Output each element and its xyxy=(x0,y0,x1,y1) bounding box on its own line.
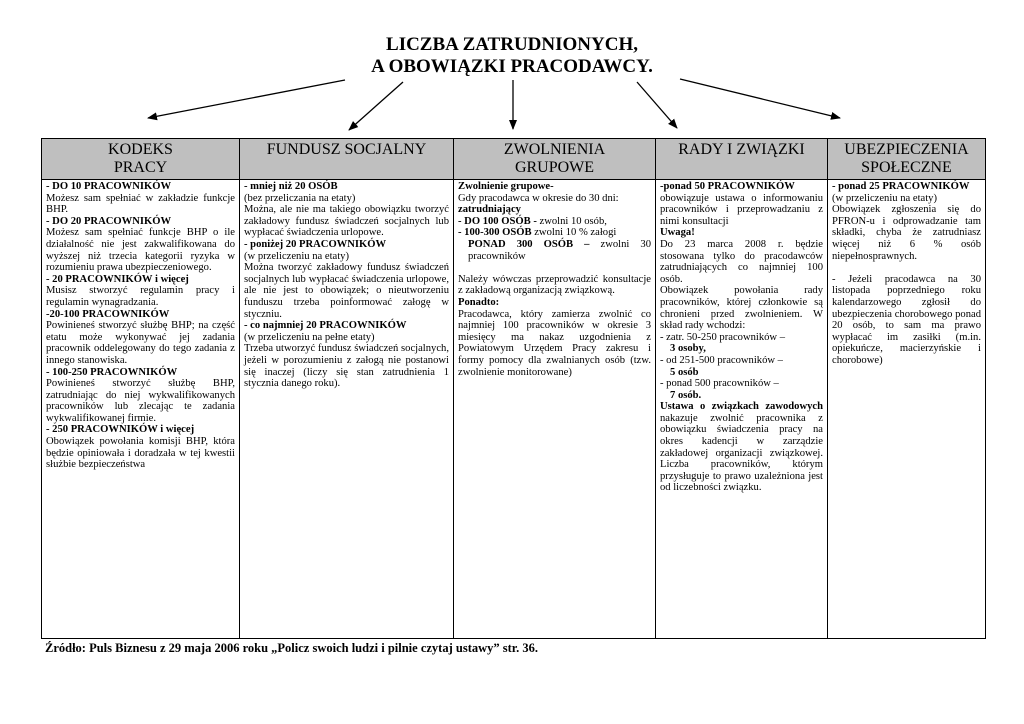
cell-kodeks-pracy: - DO 10 PRACOWNIKÓW Możesz sam spełniać w zakładzie funkcje BHP. - DO 20 PRACOWNIKÓW Możesz sam spełniać funkcje BHP o ile działalność nie jest zakwalifikowana do wyższej niż trzecia kategorii ryzyka w rozumieniu prawa ubezpieczeniowego. - 20 PRACOWNIKÓW i więcej Musisz stworzyć regulamin pracy i regulamin wynagradzania. -20-100 PRACOWNIKÓW Powinieneś stworzyć służbę BHP; na część etatu może wykonywać jej zadania pracownik oddelegowany do tego zadania z innego stanowiska. - 100-250 PRACOWNIKÓW Powinieneś stworzyć służbę BHP, zatrudniając do niej wykwalifikowanych pracowników lub zlecając te zadania wykwalifikowanej firmie. - 250 PRACOWNIKÓW i więcej Obowiązek powołania komisji BHP, która będzie opiniowała i doradzała w tej kwestii służbie bezpieczeństwa xyxy=(42,180,240,639)
obligations-table xyxy=(41,138,986,639)
header-ubezpieczenia-spoleczne: UBEZPIECZENIA SPOŁECZNE xyxy=(828,139,986,180)
header-kodeks-pracy: KODEKS PRACY xyxy=(42,139,240,180)
header-rady-i-zwiazki: RADY I ZWIĄZKI xyxy=(656,139,828,180)
arrow-center-left xyxy=(349,82,403,130)
cell-fundusz-socjalny: - mniej niż 20 OSÓB (bez przeliczania na etaty) Można, ale nie ma takiego obowiązku tworzyć zakładowy fundusz świadczeń socjalnych lub wypłacać świadczenia urlopowe. - poniżej 20 PRACOWNIKÓW (w przeliczeniu na etaty) Można tworzyć zakładowy fundusz świadczeń socjalnych lub wypłacać świadczenia urlopowe, ale nie jest to obowiązek; o nieutworzeniu funduszu trzeba poinformować załogę w styczniu. - co najmniej 20 PRACOWNIKÓW (w przeliczeniu na pełne etaty) Trzeba utworzyć fundusz świadczeń socjalnych, jeżeli w porozumieniu z załogą nie postanowi się inaczej (liczy się stan zatrudnienia 1 stycznia danego roku). xyxy=(240,180,454,639)
source-note: Źródło: Puls Biznesu z 29 maja 2006 roku „Policz swoich ludzi i pilnie czytaj ustawy” str. 36. xyxy=(45,641,539,655)
arrow-left xyxy=(148,80,345,118)
cell-ubezpieczenia-spoleczne: - ponad 25 PRACOWNIKÓW (w przeliczeniu na etaty) Obowiązek zgłoszenia się do PFRON-u i odprowadzanie tam składki, chyba że zatrudniasz więcej niż 6 % osób niepełnosprawnych. - Jeżeli pracodawca na 30 listopada poprzedniego roku kalendarzowego zgłosił do ubezpieczenia chorobowego ponad 20 osób, to sam ma prawo wypłacać im zasiłki (m.in. opiekuńcze, macierzyńskie i chorobowe) xyxy=(828,180,986,639)
arrow-right xyxy=(680,79,840,118)
cell-rady-i-zwiazki: -ponad 50 PRACOWNIKÓW obowiązuje ustawa o informowaniu pracowników i przeprowadzaniu z nimi konsultacji Uwaga! Do 23 marca 2008 r. będzie stosowana tylko do pracodawców zatrudniających co najmniej 100 osób. Obowiązek powołania rady pracowników, której członkowie są chronieni przed zwolnieniem. W skład rady wchodzi: - zatr. 50-250 pracowników – 3 osoby, - od 251-500 pracowników – 5 osób - ponad 500 pracowników – 7 osób. Ustawa o związkach zawodowych nakazuje zwolnić pracownika z obowiązku świadczenia pracy na okres kadencji w zarządzie zakładowej organizacji związkowej. Liczba pracowników, którym przysługuje to prawo uzależniona jest od liczebności związku. xyxy=(656,180,828,639)
arrow-center-right xyxy=(637,82,677,128)
cell-zwolnienia-grupowe: Zwolnienie grupowe- Gdy pracodawca w okresie do 30 dni: zatrudniający - DO 100 OSÓB - zwolni 10 osób, - 100-300 OSÓB zwolni 10 % załogi PONAD 300 OSÓB – zwolni 30 pracowników Należy wówczas przeprowadzić konsultacje z zakładową organizacją związkową. Ponadto: Pracodawca, który zamierza zwolnić co najmniej 100 pracowników w okresie 3 miesięcy ma nakaz uzgodnienia z Powiatowym Urzędem Pracy zakresu i formy pomocy dla zwalnianych osób (tzw. zwolnienie monitorowane) xyxy=(454,180,656,639)
title-line-2: A OBOWIĄZKI PRACODAWCY. xyxy=(371,56,653,77)
title-line-1: LICZBA ZATRUDNIONYCH, xyxy=(386,34,638,55)
header-fundusz-socjalny: FUNDUSZ SOCJALNY xyxy=(240,139,454,180)
header-zwolnienia-grupowe: ZWOLNIENIA GRUPOWE xyxy=(454,139,656,180)
